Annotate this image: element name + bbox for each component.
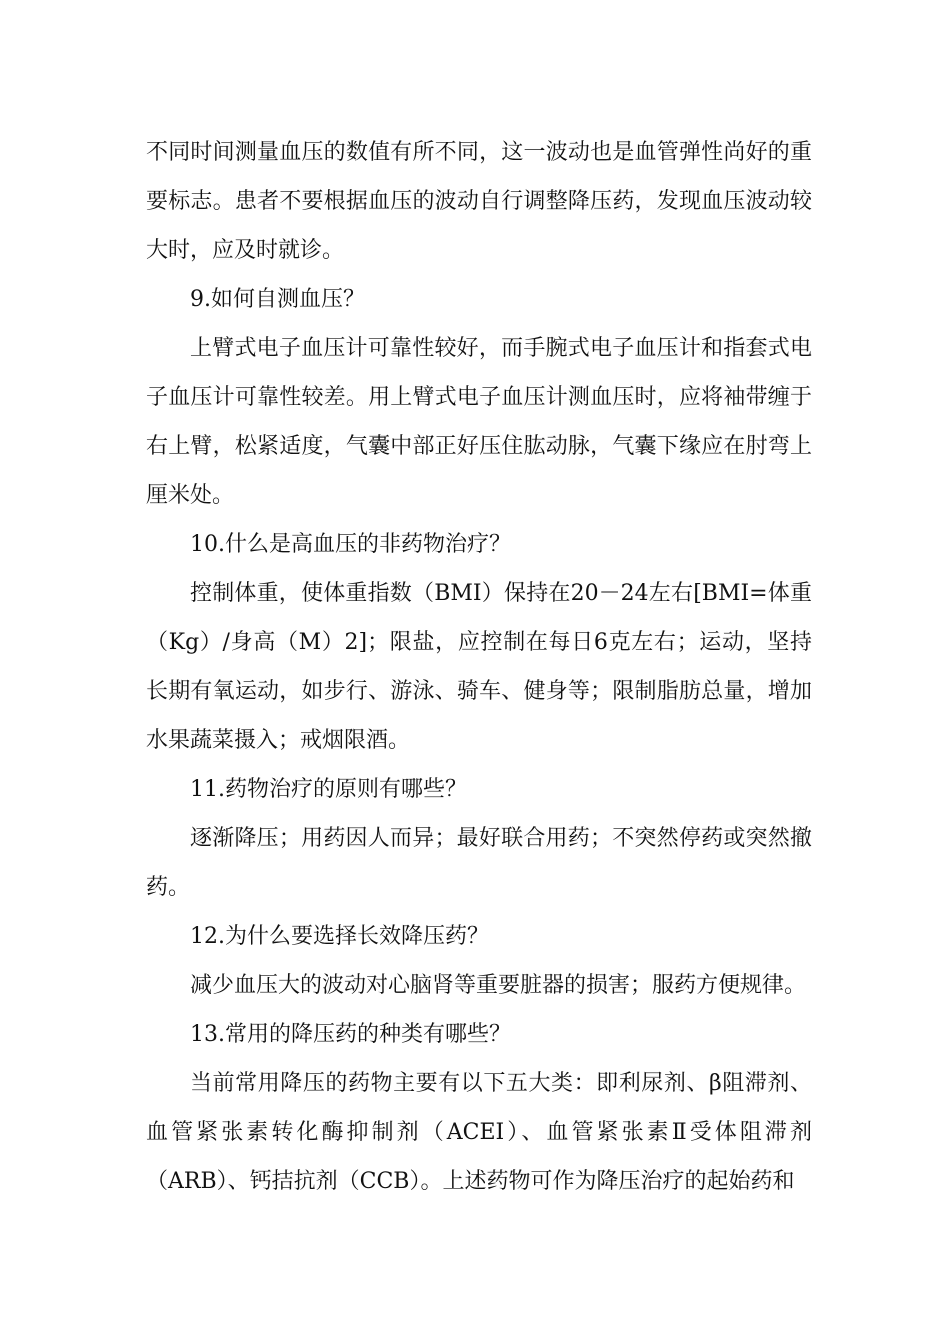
answer-13-paragraph: 当前常用降压的药物主要有以下五大类：即利尿剂、β阻滞剂、血管紧张素转化酶抑制剂（ACEI）、血管紧张素Ⅱ受体阻滞剂（ARB）、钙拮抗剂（CCB）。上述药物可作为降压治疗的起始药和	[146, 1071, 812, 1194]
question-9-heading: 9.如何自测血压？	[190, 287, 365, 312]
answer-11-paragraph: 逐渐降压；用药因人而异；最好联合用药；不突然停药或突然撤药。	[146, 826, 812, 900]
question-12-heading: 12.为什么要选择长效降压药？	[190, 924, 489, 949]
paragraph-bp-fluctuation: 不同时间测量血压的数值有所不同，这一波动也是血管弹性尚好的重要标志。患者不要根据血压的波动自行调整降压药，发现血压波动较大时，应及时就诊。	[146, 140, 812, 263]
question-10-heading: 10.什么是高血压的非药物治疗？	[190, 532, 511, 557]
answer-12-paragraph: 减少血压大的波动对心脑肾等重要脏器的损害；服药方便规律。	[190, 973, 807, 998]
answer-9-paragraph: 上臂式电子血压计可靠性较好，而手腕式电子血压计和指套式电子血压计可靠性较差。用上臂式电子血压计测血压时，应将袖带缠于右上臂，松紧适度，气囊中部正好压住肱动脉，气囊下缘应在肘弯上厘米处。	[146, 336, 812, 508]
answer-10-paragraph: 控制体重，使体重指数（BMI）保持在20－24左右[BMI=体重（Kg）/身高（M）2]；限盐，应控制在每日6克左右；运动，坚持长期有氧运动，如步行、游泳、骑车、健身等；限制脂肪总量，增加水果蔬菜摄入；戒烟限酒。	[146, 581, 812, 753]
question-13-heading: 13.常用的降压药的种类有哪些？	[190, 1022, 511, 1047]
question-11-heading: 11.药物治疗的原则有哪些？	[190, 777, 467, 802]
document-body	[146, 128, 812, 1206]
